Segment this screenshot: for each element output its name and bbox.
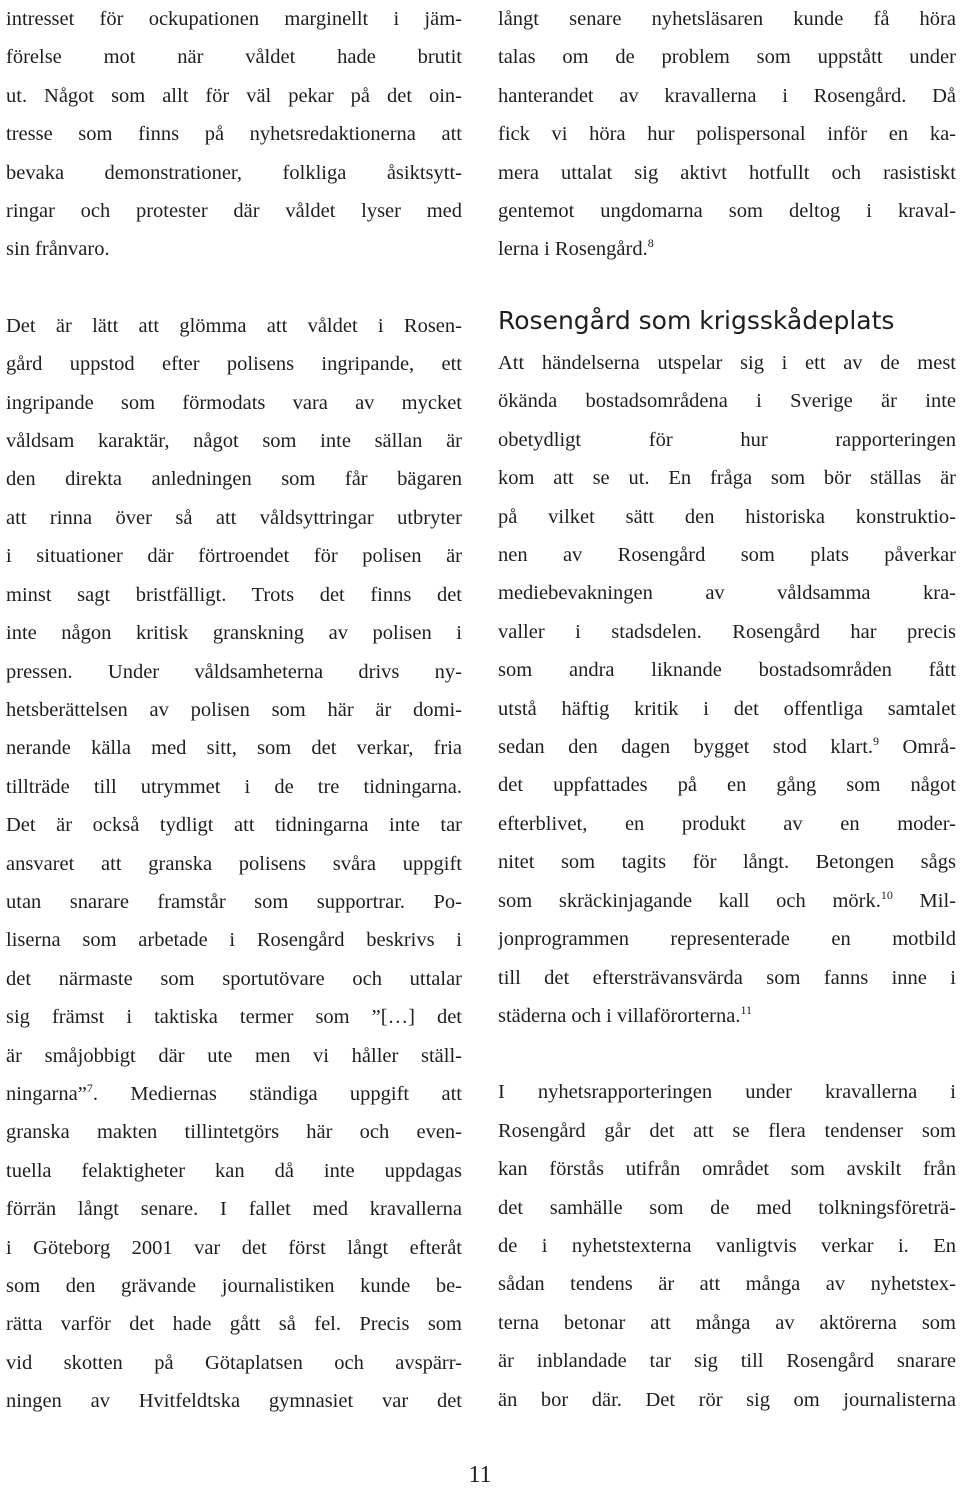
text-line-with-footnote	[498, 997, 956, 1035]
text-line: utan snarare framstår som supportrar. Po-	[6, 890, 462, 913]
text-line: terna betonar att många av aktörerna som	[498, 1311, 956, 1334]
footnote-ref-9: 9	[873, 734, 880, 749]
text-line: det närmaste som sportutövare och uttalar	[6, 967, 462, 990]
text-fragment: ningarna”	[6, 1082, 87, 1105]
paragraph-left-2	[6, 307, 462, 1421]
text-line: bevaka demonstrationer, folkliga åsiktsytt-	[6, 161, 462, 184]
text-line: det samhälle som de med tolkningsföreträ-	[498, 1196, 956, 1219]
text-line: nitet som tagits för långt. Betongen sågs	[498, 851, 956, 874]
text-line: förrän långt senare. I fallet med kravallerna	[6, 1198, 462, 1221]
text-line: utstå häftig kritik i det offentliga samtalet	[498, 697, 956, 720]
page-number: 11	[468, 1462, 492, 1488]
text-line: efterblivet, en produkt av en moder-	[498, 812, 956, 835]
text-line: I nyhetsrapporteringen under kravallerna i	[498, 1081, 956, 1104]
text-line: våldsam karaktär, något som inte sällan är	[6, 430, 462, 453]
text-line: mediebevakningen av våldsamma kra-	[498, 582, 956, 605]
text-line: Att händelserna utspelar sig i ett av de mest	[498, 352, 956, 374]
paragraph-gap	[498, 1035, 956, 1073]
text-line: valler i stadsdelen. Rosengård har precis	[498, 620, 956, 643]
text-line: ingripande som förmodats vara av mycket	[6, 391, 462, 414]
text-line-with-footnote	[6, 1075, 462, 1113]
text-line: långt senare nyhetsläsaren kunde få höra	[498, 8, 956, 30]
footnote-ref-7: 7	[86, 1081, 93, 1096]
text-line: det uppfattades på en gång som något	[498, 774, 956, 797]
paragraph-right-2	[498, 344, 956, 1035]
text-line: rätta varför det hade gått så fel. Precis som	[6, 1313, 462, 1336]
text-line-with-footnote	[498, 728, 956, 766]
text-line: liserna som arbetade i Rosengård beskrivs i	[6, 929, 462, 952]
text-fragment: . Mediernas ständiga uppgift att	[92, 1082, 462, 1105]
text-line: jonprogrammen representerade en motbild	[498, 928, 956, 951]
text-line: mera uttalat sig aktivt hotfullt och rasistiskt	[498, 161, 956, 184]
text-line: i situationer där förtroendet för polisen är	[6, 545, 462, 568]
text-line: nen av Rosengård som plats påverkar	[498, 544, 956, 567]
text-line: tillträde till utrymmet i de tre tidningarna.	[6, 775, 462, 798]
text-line: förelse mot när våldet hade brutit	[6, 46, 462, 69]
right-column-section	[498, 344, 956, 1419]
text-fragment: städerna och i villaförorterna.	[498, 1004, 741, 1027]
text-line: tuella felaktigheter kan då inte uppdagas	[6, 1159, 462, 1182]
text-line: är småjobbigt där ute men vi håller ställ-	[6, 1044, 462, 1067]
text-line: kan förstås utifrån området som avskilt från	[498, 1158, 956, 1181]
text-line: den direkta anledningen som får bägaren	[6, 468, 462, 491]
text-line: fick vi höra hur polispersonal inför en ka-	[498, 123, 956, 146]
paragraph-right-1	[498, 0, 956, 269]
text-line: talas om de problem som uppstått under	[498, 46, 956, 69]
text-line: inte någon kritisk granskning av polisen i	[6, 622, 462, 645]
section-heading: Rosengård som krigsskådeplats	[498, 306, 895, 335]
text-line: på vilket sätt den historiska konstruktio-	[498, 505, 956, 528]
text-line: att rinna över så att våldsyttringar utbryter	[6, 506, 462, 529]
text-line: sådan tendens är att många av nyhetstex-	[498, 1273, 956, 1296]
text-line: pressen. Under våldsamheterna drivs ny-	[6, 660, 462, 683]
text-line: nerande källa med sitt, som det verkar, fria	[6, 737, 462, 760]
paragraph-gap	[6, 269, 462, 307]
text-line: granska makten tillintetgörs här och even-	[6, 1121, 462, 1144]
text-line: sin frånvaro.	[6, 238, 110, 261]
text-line: än bor där. Det rör sig om journalisterna	[498, 1388, 956, 1411]
text-line: Det är lätt att glömma att våldet i Rosen-	[6, 314, 462, 337]
text-fragment: lerna i Rosengård.	[498, 238, 648, 261]
text-line: gentemot ungdomarna som deltog i kraval-	[498, 200, 956, 223]
footnote-ref-8: 8	[647, 236, 654, 251]
text-line: i Göteborg 2001 var det först långt efteråt	[6, 1236, 462, 1259]
text-line: minst sagt bristfälligt. Trots det finns det	[6, 583, 462, 606]
text-line-with-footnote	[498, 882, 956, 920]
text-line: Det är också tydligt att tidningarna inte tar	[6, 814, 462, 837]
text-line: de i nyhetstexterna vanligtvis verkar i. En	[498, 1234, 956, 1257]
text-fragment: sedan den dagen bygget stod klart.	[498, 736, 874, 759]
text-line: obetydligt för hur rapporteringen	[498, 428, 956, 451]
text-line: hetsberättelsen av polisen som här är domi-	[6, 698, 462, 721]
paragraph-right-3	[498, 1073, 956, 1419]
paragraph-left-1	[6, 0, 462, 269]
text-line: är inblandade tar sig till Rosengård snarare	[498, 1350, 956, 1373]
text-line: Rosengård går det att se flera tendenser som	[498, 1119, 956, 1142]
text-line: till det eftersträvansvärda som fanns inne i	[498, 966, 956, 989]
footnote-ref-11: 11	[740, 1003, 753, 1018]
text-line: kom att se ut. En fråga som bör ställas är	[498, 467, 956, 490]
right-column	[498, 0, 956, 269]
text-line: ningen av Hvitfeldtska gymnasiet var det	[6, 1390, 462, 1413]
text-line-with-footnote	[498, 230, 956, 268]
text-line: gård uppstod efter polisens ingripande, ett	[6, 353, 462, 376]
text-line: ansvaret att granska polisens svåra uppgift	[6, 852, 462, 875]
text-line: intresset för ockupationen marginellt i jäm-	[6, 8, 462, 30]
left-column	[6, 0, 462, 1421]
text-line: som andra liknande bostadsområden fått	[498, 659, 956, 682]
text-line: som den grävande journalistiken kunde be-	[6, 1275, 462, 1297]
text-line: ut. Något som allt för väl pekar på det oin-	[6, 84, 462, 107]
text-line: vid skotten på Götaplatsen och avspärr-	[6, 1351, 462, 1374]
text-fragment: Områ-	[879, 736, 956, 759]
text-line: ökända bostadsområdena i Sverige är inte	[498, 390, 956, 413]
text-fragment: som skräckinjagande kall och mörk.	[498, 889, 881, 912]
footnote-ref-10: 10	[880, 887, 893, 902]
text-line: tresse som finns på nyhetsredaktionerna att	[6, 123, 462, 146]
text-line: ringar och protester där våldet lyser med	[6, 200, 462, 223]
text-line: sig främst i taktiska termer som ”[…] det	[6, 1006, 462, 1029]
text-line: hanterandet av kravallerna i Rosengård. Då	[498, 84, 956, 107]
text-fragment: Mil-	[892, 889, 956, 912]
